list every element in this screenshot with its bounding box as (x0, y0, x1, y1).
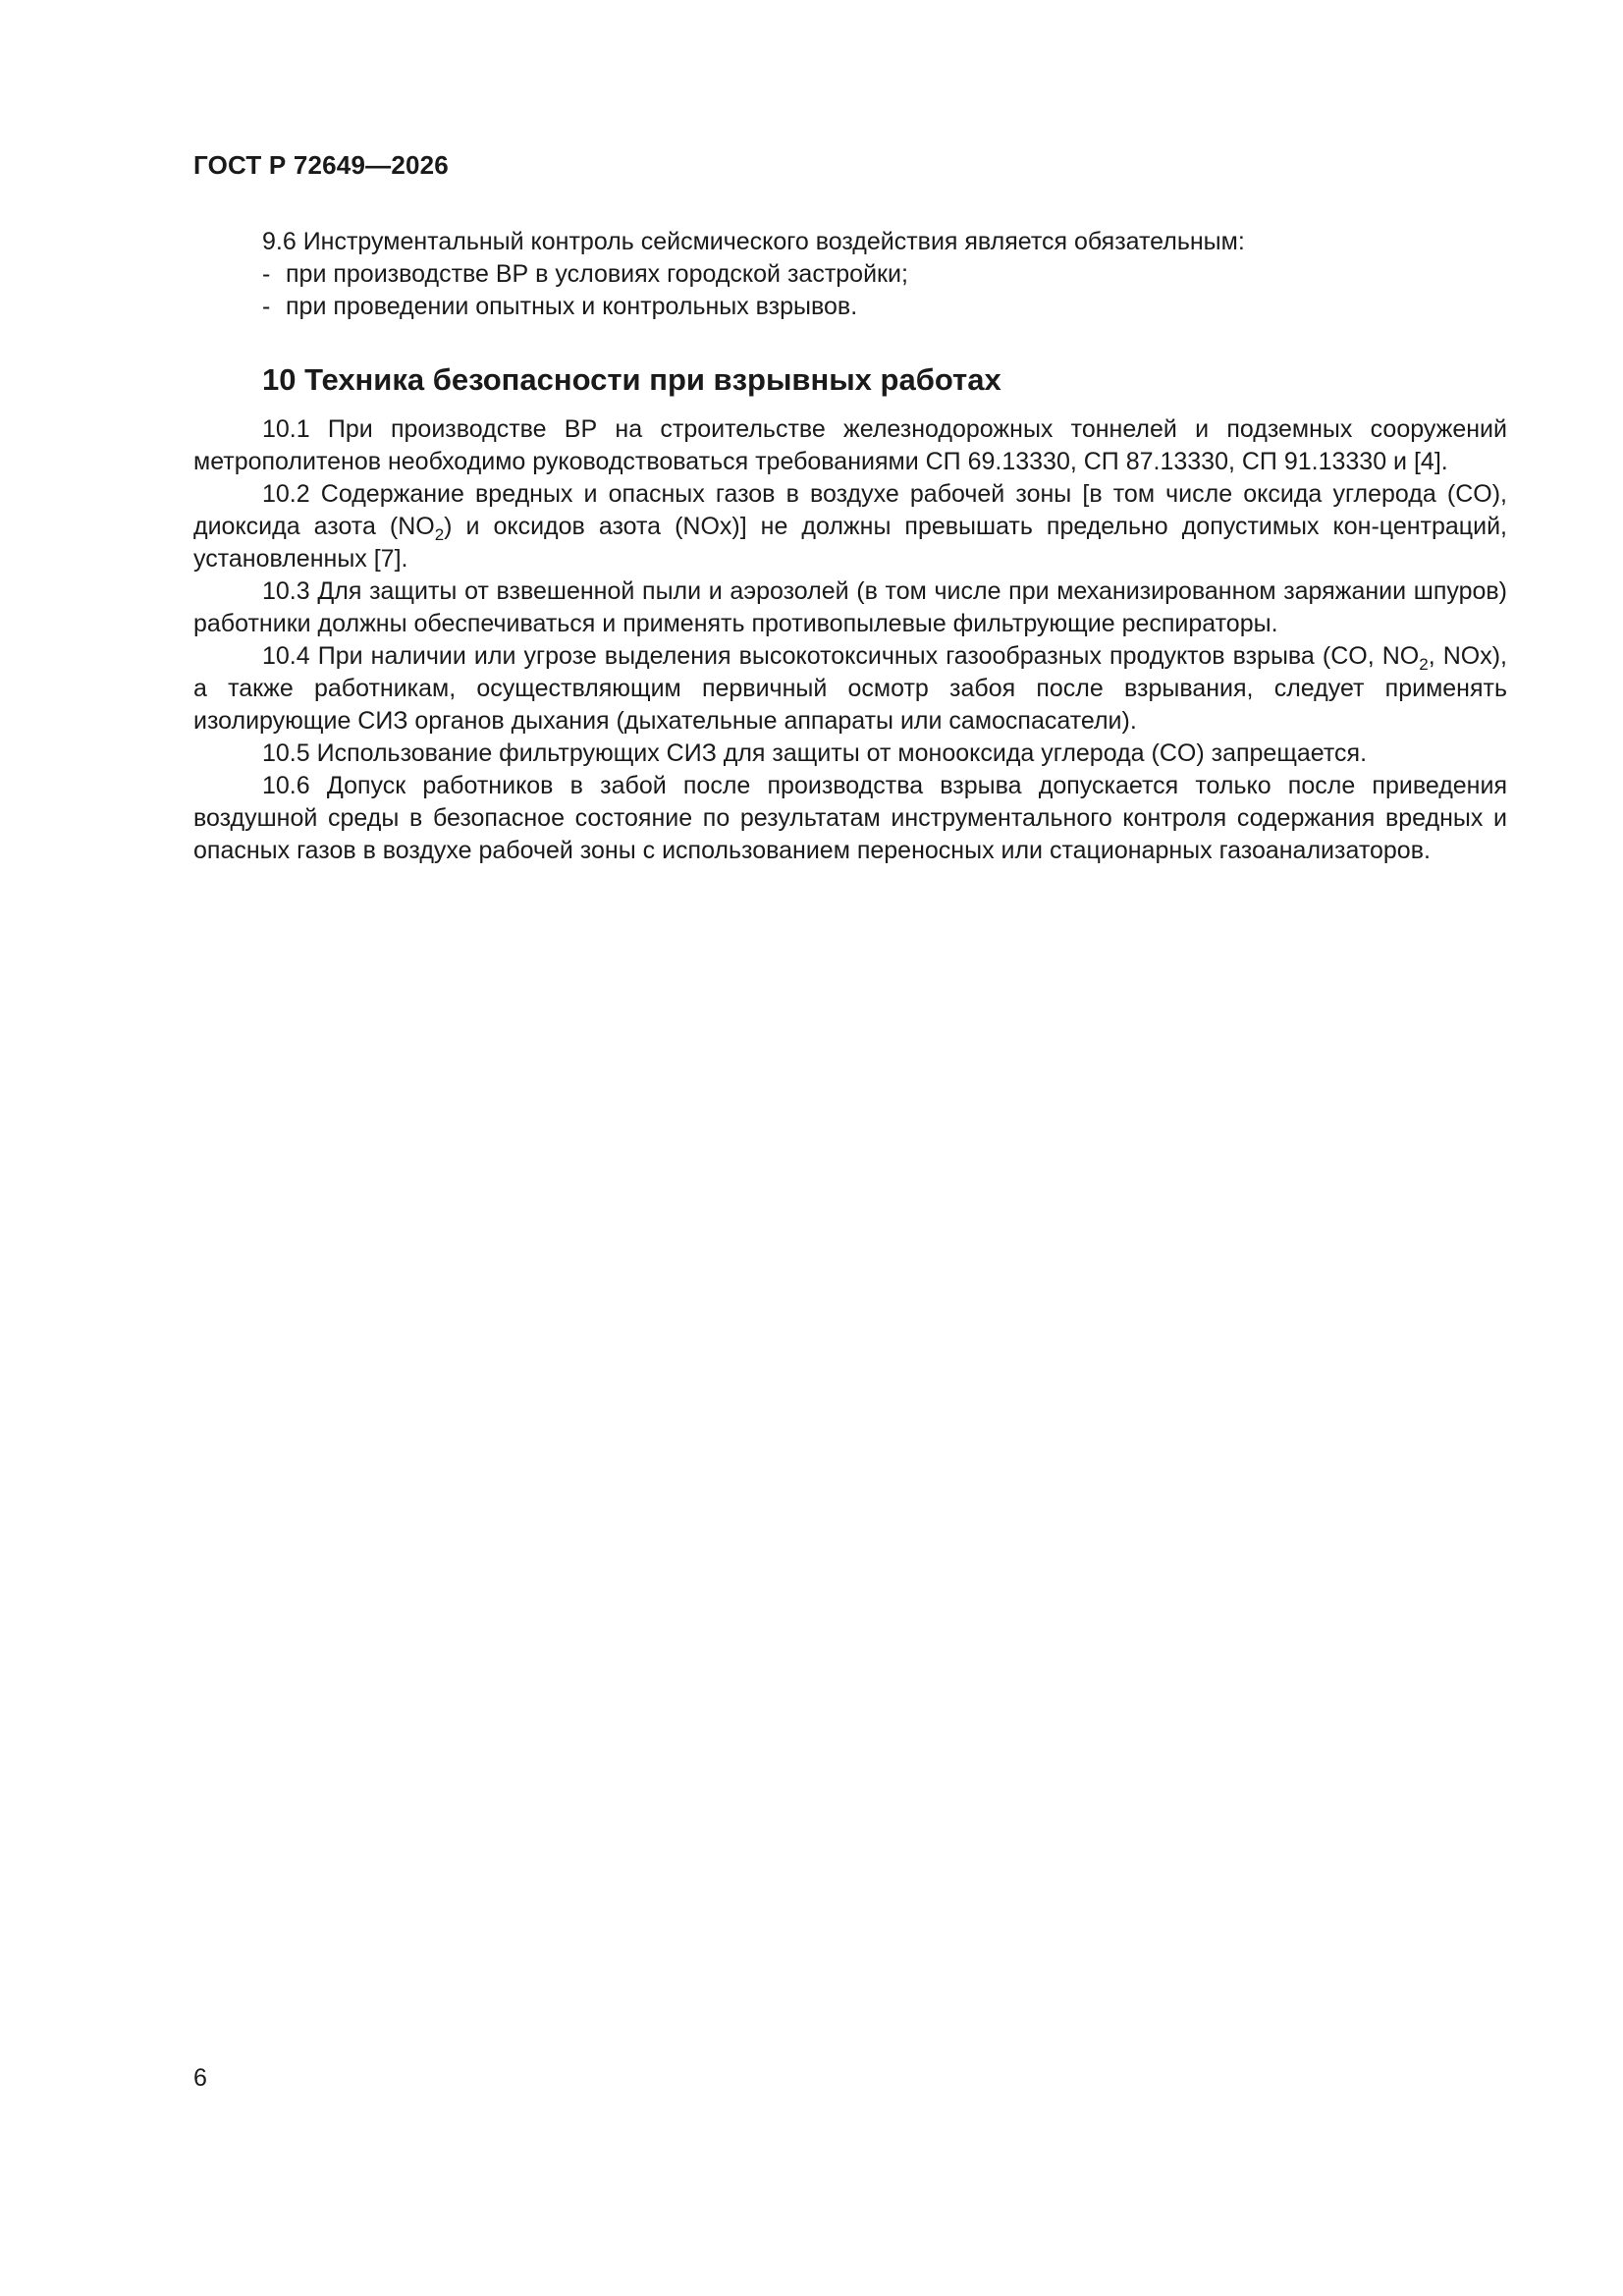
clause-10-2-text-b: ) и оксидов азота (NOx)] не должны превышать предельно допустимых кон-центраций, установленных [7]. (193, 513, 1507, 573)
clause-10-5: 10.5 Использование фильтрующих СИЗ для защиты от монооксида углерода (CO) запрещается. (262, 739, 1368, 767)
clause-10-4-text-a: 10.4 При наличии или угрозе выделения высокотоксичных газообразных продуктов взрыва (CO, NO (262, 642, 1420, 670)
document-body (193, 226, 1507, 867)
clause-10-4-text-b: , NOx), а также работникам, осуществляющим первичный осмотр забоя после взрывания, следует применять изолирующие СИЗ органов дыхания (дыхательные аппараты или самоспасатели). (193, 642, 1507, 735)
list-dash: - (262, 293, 271, 320)
clause-10-2-text-a: 10.2 Содержание вредных и опасных газов в воздухе рабочей зоны [в том числе оксида углерода (CO), диоксида азота (NO (193, 480, 1507, 540)
page-number: 6 (193, 2064, 207, 2092)
list-item (193, 258, 1507, 291)
section-10-title: 10 Техника безопасности при взрывных работах (262, 362, 1001, 397)
clause-10-4 (193, 640, 1507, 738)
list-item-text: при проведении опытных и контрольных взрывов. (286, 293, 858, 320)
clause-9-6-text: 9.6 Инструментальный контроль сейсмического воздействия является обязательным: (262, 228, 1245, 255)
clause-10-6: 10.6 Допуск работников в забой после производства взрыва допускается только после приведения воздушной среды в безопасное состояние по результатам инструментального контроля содержания вредных и опасных газов в воздухе рабочей зоны с использованием переносных или стационарных газоанализаторов. (193, 772, 1507, 864)
clause-10-1: 10.1 При производстве ВР на строительстве железнодорожных тоннелей и подземных сооружений метрополитенов необходимо руководствоваться требованиями СП 69.13330, СП 87.13330, СП 91.13330 и [4]. (193, 415, 1507, 475)
subscript-2: 2 (1419, 655, 1429, 674)
list-item-text: при производстве ВР в условиях городской застройки; (286, 260, 908, 288)
list-item (193, 291, 1507, 323)
clause-10-3: 10.3 Для защиты от взвешенной пыли и аэрозолей (в том числе при механизированном заряжании шпуров) работники должны обеспечиваться и применять противопылевые фильтрующие респираторы. (193, 577, 1507, 637)
subscript-2: 2 (434, 525, 445, 544)
document-code-header: ГОСТ Р 72649—2026 (193, 150, 449, 180)
clause-10-2 (193, 478, 1507, 575)
list-dash: - (262, 260, 271, 288)
clause-9-6-list (193, 258, 1507, 323)
